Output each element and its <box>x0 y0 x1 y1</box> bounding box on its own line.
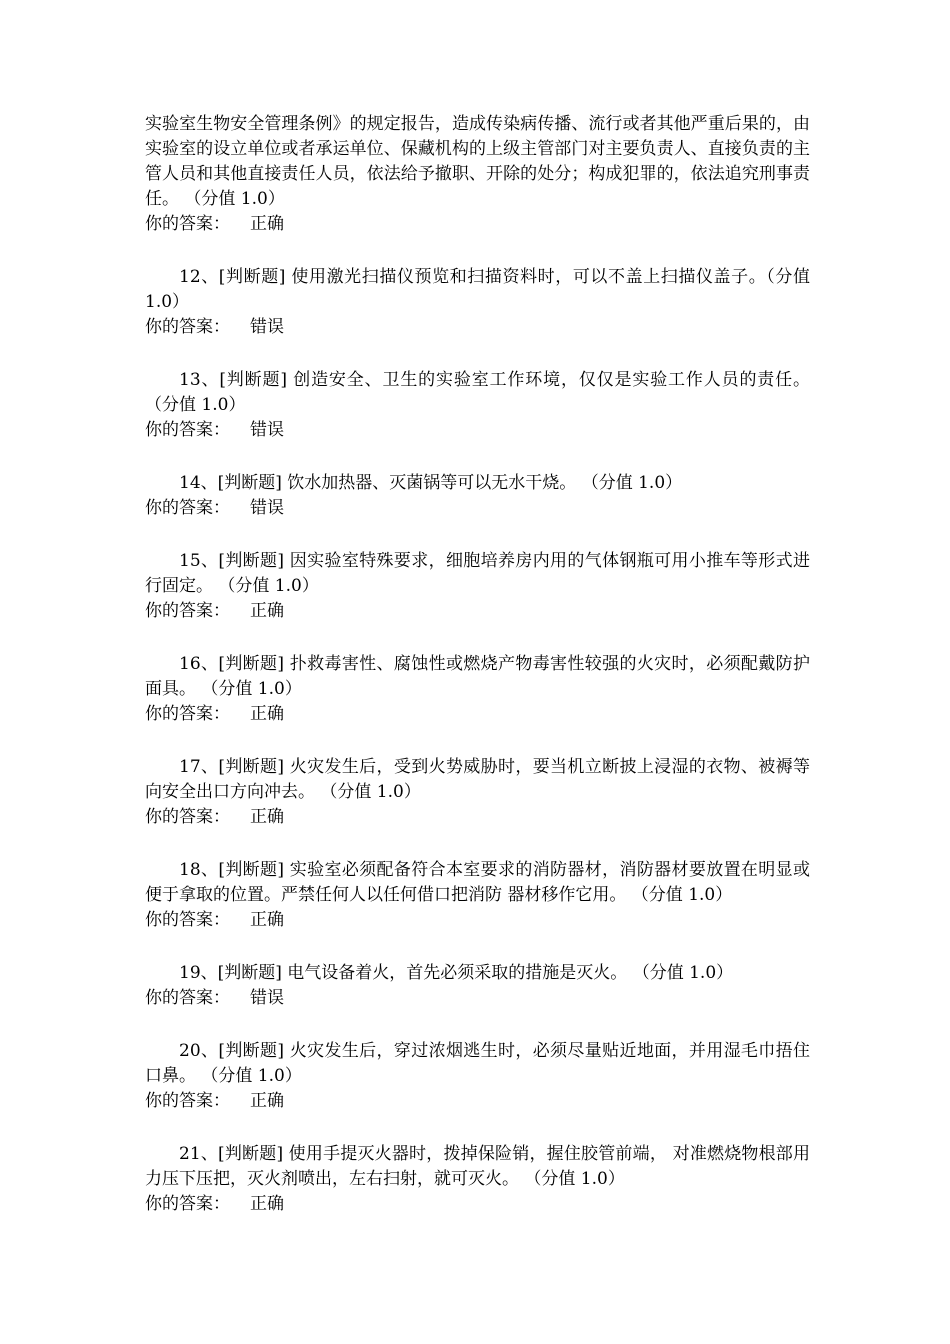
answer-line <box>145 315 810 340</box>
answer-line <box>145 496 810 521</box>
answer-value: 正确 <box>250 807 284 827</box>
question-14 <box>145 471 810 521</box>
answer-value: 正确 <box>250 910 284 930</box>
answer-value: 正确 <box>250 1194 284 1214</box>
question-text: 15、[判断题] 因实验室特殊要求，细胞培养房内用的气体钢瓶可用小推车等形式进行固定。 （分值 1.0） <box>145 551 810 596</box>
document-page <box>145 112 810 1217</box>
question-15 <box>145 549 810 624</box>
question-text: 17、[判断题] 火灾发生后，受到火势威胁时，要当机立断披上浸湿的衣物、被褥等向安全出口方向冲去。 （分值 1.0） <box>145 757 810 802</box>
question-text: 14、[判断题] 饮水加热器、灭菌锅等可以无水干烧。 （分值 1.0） <box>179 473 683 493</box>
answer-label: 你的答案： <box>145 420 230 440</box>
question-20 <box>145 1039 810 1114</box>
answer-value: 错误 <box>250 988 284 1008</box>
question-text: 21、[判断题] 使用手提灭火器时，拨掉保险销，握住胶管前端， 对准燃烧物根部用力压下压把，灭火剂喷出，左右扫射，就可灭火。 （分值 1.0） <box>145 1144 810 1189</box>
answer-value: 正确 <box>250 214 284 234</box>
question-text: 19、[判断题] 电气设备着火，首先必须采取的措施是灭火。 （分值 1.0） <box>179 963 734 983</box>
answer-line <box>145 702 810 727</box>
answer-line <box>145 1192 810 1217</box>
question-text: 12、[判断题] 使用激光扫描仪预览和扫描资料时，可以不盖上扫描仪盖子。（分值 1.0） <box>145 267 810 312</box>
question-18 <box>145 858 810 933</box>
question-text: 实验室生物安全管理条例》的规定报告，造成传染病传播、流行或者其他严重后果的，由实验室的设立单位或者承运单位、保藏机构的上级主管部门对主要负责人、直接负责的主管人员和其他直接责任人员，依法给予撤职、开除的处分；构成犯罪的，依法追究刑事责任。 （分值 1.0） <box>145 114 810 209</box>
question-16 <box>145 652 810 727</box>
question-19 <box>145 961 810 1011</box>
question-continued <box>145 112 810 237</box>
question-text: 18、[判断题] 实验室必须配备符合本室要求的消防器材，消防器材要放置在明显或便于拿取的位置。严禁任何人以任何借口把消防 器材移作它用。 （分值 1.0） <box>145 860 810 905</box>
question-text: 16、[判断题] 扑救毒害性、腐蚀性或燃烧产物毒害性较强的火灾时，必须配戴防护面具。 （分值 1.0） <box>145 654 810 699</box>
answer-label: 你的答案： <box>145 1194 230 1214</box>
question-12 <box>145 265 810 340</box>
answer-line <box>145 1089 810 1114</box>
answer-label: 你的答案： <box>145 1091 230 1111</box>
answer-value: 正确 <box>250 1091 284 1111</box>
answer-value: 错误 <box>250 317 284 337</box>
answer-label: 你的答案： <box>145 910 230 930</box>
question-13 <box>145 368 810 443</box>
answer-label: 你的答案： <box>145 601 230 621</box>
answer-label: 你的答案： <box>145 704 230 724</box>
answer-value: 正确 <box>250 704 284 724</box>
answer-label: 你的答案： <box>145 807 230 827</box>
answer-value: 错误 <box>250 420 284 440</box>
answer-line <box>145 908 810 933</box>
question-text: 20、[判断题] 火灾发生后，穿过浓烟逃生时，必须尽量贴近地面，并用湿毛巾捂住口鼻。 （分值 1.0） <box>145 1041 810 1086</box>
answer-line <box>145 212 810 237</box>
question-21 <box>145 1142 810 1217</box>
answer-value: 错误 <box>250 498 284 518</box>
answer-value: 正确 <box>250 601 284 621</box>
answer-label: 你的答案： <box>145 988 230 1008</box>
answer-label: 你的答案： <box>145 498 230 518</box>
answer-line <box>145 986 810 1011</box>
answer-line <box>145 805 810 830</box>
answer-line <box>145 599 810 624</box>
answer-label: 你的答案： <box>145 317 230 337</box>
answer-label: 你的答案： <box>145 214 230 234</box>
question-17 <box>145 755 810 830</box>
question-text: 13、[判断题] 创造安全、卫生的实验室工作环境，仅仅是实验工作人员的责任。 （分值 1.0） <box>145 370 810 415</box>
answer-line <box>145 418 810 443</box>
